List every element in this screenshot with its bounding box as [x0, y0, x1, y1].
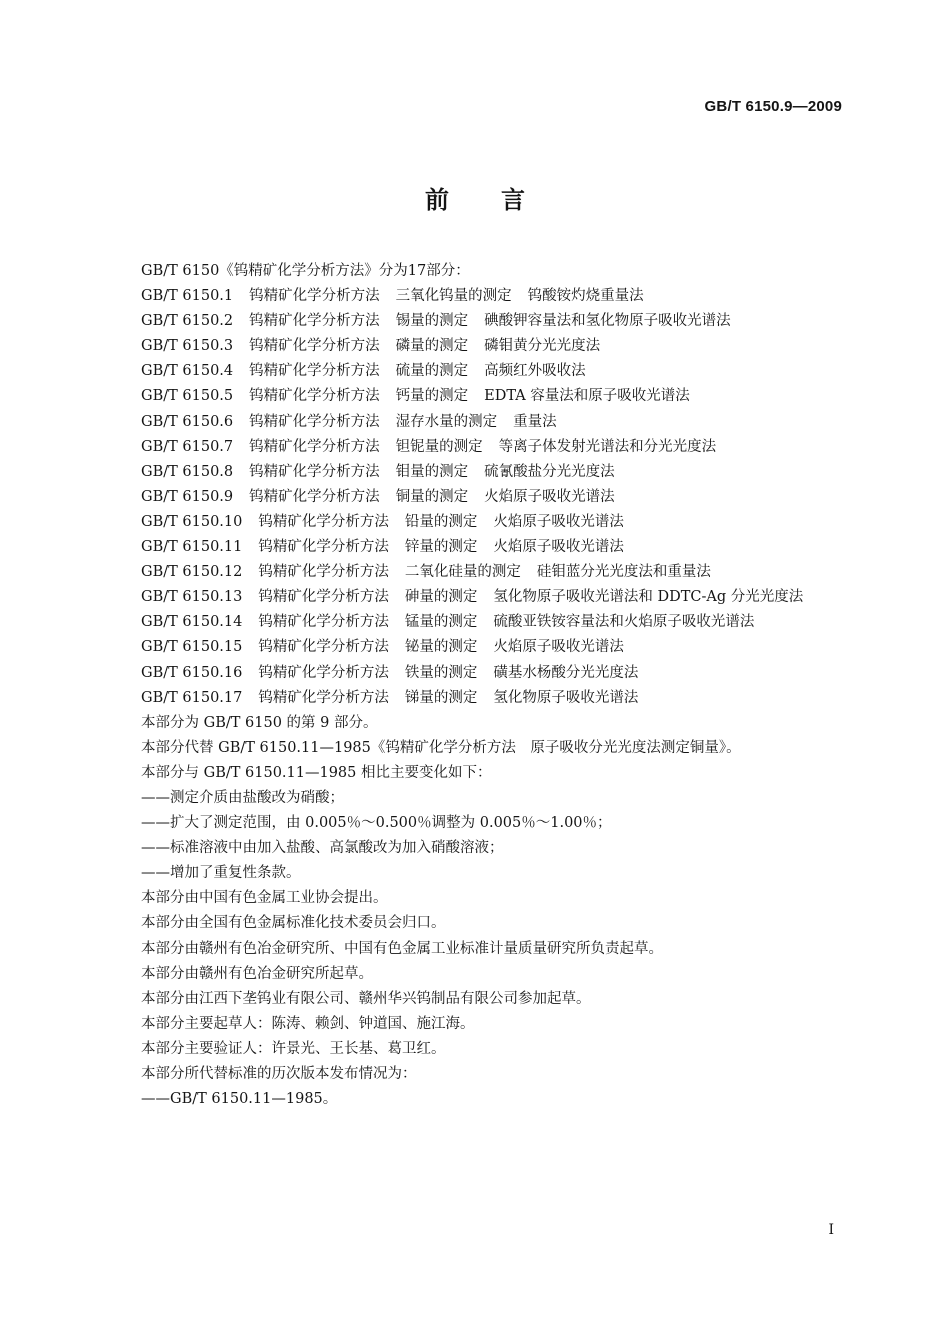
part-item: 砷量的测定	[404, 589, 478, 606]
part-series: 钨精矿化学分析方法	[249, 363, 380, 380]
part-method: 高频红外吸收法	[484, 363, 586, 380]
part-item: 磷量的测定	[395, 338, 469, 355]
part-item: 硫量的测定	[395, 363, 469, 380]
part-series: 钨精矿化学分析方法	[249, 338, 380, 355]
part-item: 铋量的测定	[404, 639, 478, 656]
page-title: 前言	[425, 186, 577, 214]
part-entry	[108, 384, 844, 409]
part-method: 钨酸铵灼烧重量法	[527, 288, 644, 305]
part-code: GB/T 6150.1	[141, 288, 234, 305]
part-code: GB/T 6150.13	[141, 589, 243, 606]
part-entry	[108, 334, 844, 359]
part-series: 钨精矿化学分析方法	[258, 689, 389, 706]
part-method: 火焰原子吸收光谱法	[493, 539, 624, 556]
part-series: 钨精矿化学分析方法	[249, 438, 380, 455]
part-item: 锡量的测定	[395, 313, 469, 330]
part-code: GB/T 6150.12	[141, 564, 243, 581]
part-entry	[108, 359, 844, 384]
part-method: 硅钼蓝分光光度法和重量法	[536, 564, 711, 581]
part-code: GB/T 6150.6	[141, 413, 234, 430]
part-method: 火焰原子吸收光谱法	[484, 488, 615, 505]
statement-line: 本部分为 GB/T 6150 的第 9 部分。	[141, 714, 378, 731]
part-series: 钨精矿化学分析方法	[258, 539, 389, 556]
part-entry	[108, 510, 844, 535]
part-entry	[108, 661, 844, 686]
part-method: 硫氰酸盐分光光度法	[484, 463, 615, 480]
part-series: 钨精矿化学分析方法	[258, 564, 389, 581]
part-method: 碘酸钾容量法和氢化物原子吸收光谱法	[484, 313, 731, 330]
part-series: 钨精矿化学分析方法	[258, 614, 389, 631]
part-entry	[108, 284, 844, 309]
statement-line: 本部分由赣州有色冶金研究所、中国有色金属工业标准计量质量研究所负责起草。	[141, 940, 663, 957]
part-entry	[108, 435, 844, 460]
part-code: GB/T 6150.16	[141, 664, 243, 681]
part-entry	[108, 585, 844, 610]
statement-line: ——GB/T 6150.11—1985。	[141, 1091, 338, 1108]
part-entry	[108, 485, 844, 510]
part-series: 钨精矿化学分析方法	[249, 388, 380, 405]
part-item: 钽铌量的测定	[395, 438, 483, 455]
part-code: GB/T 6150.17	[141, 689, 243, 706]
part-method: 氢化物原子吸收光谱法	[493, 689, 639, 706]
part-series: 钨精矿化学分析方法	[258, 664, 389, 681]
statement-line: 本部分主要验证人：许景光、王长基、葛卫红。	[141, 1040, 446, 1057]
part-code: GB/T 6150.10	[141, 513, 243, 530]
part-item: 锌量的测定	[404, 539, 478, 556]
part-item: 锑量的测定	[404, 689, 478, 706]
part-entry	[108, 410, 844, 435]
part-method: 氢化物原子吸收光谱法和 DDTC-Ag 分光光度法	[493, 589, 804, 606]
part-item: 锰量的测定	[404, 614, 478, 631]
part-entry	[108, 309, 844, 334]
statement-line: 本部分与 GB/T 6150.11—1985 相比主要变化如下：	[141, 764, 492, 781]
part-item: 钙量的测定	[395, 388, 469, 405]
part-entry	[108, 460, 844, 485]
part-code: GB/T 6150.15	[141, 639, 243, 656]
part-code: GB/T 6150.2	[141, 313, 234, 330]
part-method: 磷钼黄分光光度法	[484, 338, 601, 355]
statement-line: ——测定介质由盐酸改为硝酸；	[141, 789, 344, 806]
part-code: GB/T 6150.7	[141, 438, 234, 455]
part-method: 火焰原子吸收光谱法	[493, 513, 624, 530]
part-code: GB/T 6150.8	[141, 463, 234, 480]
part-method: 重量法	[513, 413, 557, 430]
part-method: 磺基水杨酸分光光度法	[493, 664, 639, 681]
part-method: 等离子体发射光谱法和分光光度法	[498, 438, 717, 455]
part-entry	[108, 635, 844, 660]
part-method: EDTA 容量法和原子吸收光谱法	[484, 388, 690, 405]
part-code: GB/T 6150.9	[141, 488, 234, 505]
part-entry	[108, 535, 844, 560]
intro-paragraph: GB/T 6150《钨精矿化学分析方法》分为17部分：	[141, 263, 470, 279]
part-code: GB/T 6150.5	[141, 388, 234, 405]
statement-line: ——标准溶液中由加入盐酸、高氯酸改为加入硝酸溶液；	[141, 840, 504, 857]
statement-line: 本部分主要起草人：陈涛、赖剑、钟道国、施江海。	[141, 1015, 475, 1032]
part-series: 钨精矿化学分析方法	[258, 589, 389, 606]
foreword-body	[108, 259, 844, 1112]
part-item: 三氧化钨量的测定	[395, 288, 512, 305]
part-item: 铅量的测定	[404, 513, 478, 530]
statement-line: 本部分由全国有色金属标准化技术委员会归口。	[141, 915, 446, 932]
statement-line: ——扩大了测定范围，由 0.005％～0.500％调整为 0.005％～1.00％；	[141, 815, 612, 832]
part-entry	[108, 560, 844, 585]
statement-line: ——增加了重复性条款。	[141, 865, 301, 882]
part-code: GB/T 6150.11	[141, 539, 243, 556]
part-method: 火焰原子吸收光谱法	[493, 639, 624, 656]
part-series: 钨精矿化学分析方法	[249, 313, 380, 330]
statement-line: 本部分由中国有色金属工业协会提出。	[141, 890, 388, 907]
part-series: 钨精矿化学分析方法	[249, 488, 380, 505]
part-method: 硫酸亚铁铵容量法和火焰原子吸收光谱法	[493, 614, 755, 631]
part-series: 钨精矿化学分析方法	[258, 639, 389, 656]
statement-line: 本部分所代替标准的历次版本发布情况为：	[141, 1066, 417, 1082]
statements-list	[108, 711, 844, 1113]
part-item: 钼量的测定	[395, 463, 469, 480]
part-entry	[108, 686, 844, 711]
standard-code: GB/T 6150.9—2009	[704, 98, 842, 115]
part-item: 湿存水量的测定	[395, 413, 498, 430]
part-code: GB/T 6150.3	[141, 338, 234, 355]
part-item: 铜量的测定	[395, 488, 469, 505]
parts-list	[108, 284, 844, 711]
part-series: 钨精矿化学分析方法	[249, 288, 380, 305]
part-code: GB/T 6150.14	[141, 614, 243, 631]
part-series: 钨精矿化学分析方法	[249, 463, 380, 480]
part-item: 铁量的测定	[404, 664, 478, 681]
statement-line: 本部分代替 GB/T 6150.11—1985《钨精矿化学分析方法 原子吸收分光光度法测定铜量》。	[141, 739, 741, 756]
part-series: 钨精矿化学分析方法	[258, 513, 389, 530]
page-number: I	[828, 1222, 834, 1238]
part-code: GB/T 6150.4	[141, 363, 234, 380]
statement-line: 本部分由江西下垄钨业有限公司、赣州华兴钨制品有限公司参加起草。	[141, 990, 591, 1007]
part-entry	[108, 610, 844, 635]
statement-line: 本部分由赣州有色冶金研究所起草。	[141, 965, 373, 982]
part-item: 二氧化硅量的测定	[404, 564, 521, 581]
part-series: 钨精矿化学分析方法	[249, 413, 380, 430]
